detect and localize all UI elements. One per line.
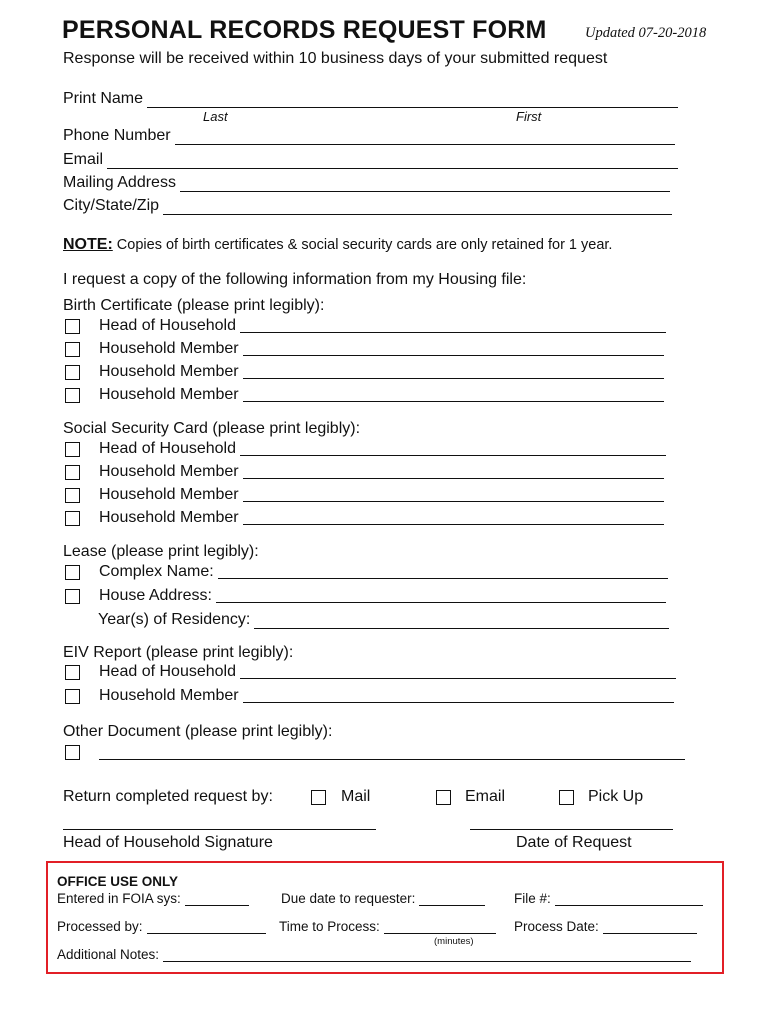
minutes-note: (minutes) [434,936,474,947]
mailing-row [63,174,670,192]
eiv-heading: EIV Report (please print legibly): [63,644,294,661]
processed-field[interactable] [147,922,266,934]
birth-item-field[interactable] [243,365,664,379]
updated-date: Updated 07-20-2018 [585,25,707,41]
email-row [63,151,678,169]
city-field[interactable] [163,201,672,215]
city-label: City/State/Zip [63,197,160,214]
file-row [514,891,703,906]
ssn-item-field[interactable] [243,488,664,502]
ssn-checkbox[interactable] [65,442,80,457]
ssn-checkbox[interactable] [65,488,80,503]
lease-house-field[interactable] [216,589,666,603]
ssn-item-label: Head of Household [99,440,236,457]
phone-row [63,127,675,145]
lease-complex-checkbox[interactable] [65,565,80,580]
due-label: Due date to requester: [281,891,416,906]
signature-line[interactable] [63,817,376,830]
birth-item-label: Household Member [99,386,239,403]
lease-heading: Lease (please print legibly): [63,543,259,560]
return-label: Return completed request by: [63,788,273,805]
lease-years-row [98,611,669,629]
eiv-item-label: Head of Household [99,663,236,680]
ssn-item [65,440,666,458]
lease-years-field[interactable] [254,615,669,629]
email-field[interactable] [107,155,678,169]
other-field[interactable] [99,746,685,760]
ssn-item-field[interactable] [243,511,664,525]
return-option-mail[interactable] [311,788,370,806]
eiv-checkbox[interactable] [65,689,80,704]
time-field[interactable] [384,922,496,934]
file-field[interactable] [555,894,703,906]
eiv-item [65,663,676,681]
other-heading: Other Document (please print legibly): [63,723,333,740]
birth-item [65,386,664,404]
birth-item [65,363,664,381]
print-name-label: Print Name [63,90,144,107]
entered-label: Entered in FOIA sys: [57,891,181,906]
file-label: File #: [514,891,551,906]
birth-item-field[interactable] [243,342,664,356]
birth-heading: Birth Certificate (please print legibly): [63,297,325,314]
pickup-label: Pick Up [588,788,644,805]
ssn-item-field[interactable] [243,465,664,479]
birth-checkbox[interactable] [65,319,80,334]
notes-row [57,947,691,962]
ssn-item [65,463,664,481]
due-row [281,891,485,906]
birth-item-label: Head of Household [99,317,236,334]
birth-item-label: Household Member [99,363,239,380]
entered-field[interactable] [185,894,249,906]
phone-label: Phone Number [63,127,171,144]
processed-label: Processed by: [57,919,143,934]
note-label: NOTE: [63,236,113,253]
ssn-item-label: Household Member [99,486,239,503]
entered-row [57,891,249,906]
ssn-item-field[interactable] [240,442,666,456]
print-name-field[interactable] [147,94,678,108]
mailing-field[interactable] [180,178,670,192]
ssn-item [65,486,664,504]
lease-house-checkbox[interactable] [65,589,80,604]
date-line[interactable] [470,817,673,830]
form-title: PERSONAL RECORDS REQUEST FORM [62,16,547,44]
response-notice: Response will be received within 10 business days of your submitted request [63,50,608,67]
ssn-item [65,509,664,527]
other-row [65,745,685,760]
city-row [63,197,672,215]
time-label: Time to Process: [279,919,380,934]
birth-checkbox[interactable] [65,342,80,357]
lease-house-label: House Address: [99,587,212,604]
eiv-item-field[interactable] [240,665,676,679]
eiv-checkbox[interactable] [65,665,80,680]
note-text: Copies of birth certificates & social security cards are only retained for 1 year. [112,237,613,253]
pickup-checkbox[interactable] [559,790,574,805]
birth-item [65,340,664,358]
birth-checkbox[interactable] [65,388,80,403]
birth-checkbox[interactable] [65,365,80,380]
retention-note [63,236,612,254]
process-date-field[interactable] [603,922,697,934]
lease-years-label: Year(s) of Residency: [98,611,251,628]
other-checkbox[interactable] [65,745,80,760]
time-row [279,919,496,934]
process-date-row [514,919,697,934]
first-label: First [516,109,542,124]
birth-item-field[interactable] [243,388,664,402]
notes-field[interactable] [163,950,691,962]
office-heading: OFFICE USE ONLY [57,874,179,889]
print-name-row [63,90,678,108]
lease-complex-label: Complex Name: [99,563,214,580]
lease-complex-field[interactable] [218,565,668,579]
return-option-pickup[interactable] [559,788,643,806]
phone-field[interactable] [175,131,675,145]
last-label: Last [203,109,228,124]
birth-item-field[interactable] [240,319,666,333]
email-checkbox[interactable] [436,790,451,805]
ssn-heading: Social Security Card (please print legibly): [63,420,361,437]
ssn-item-label: Household Member [99,509,239,526]
eiv-item [65,687,674,705]
email-option-label: Email [465,788,506,805]
mail-checkbox[interactable] [311,790,326,805]
notes-label: Additional Notes: [57,947,160,962]
lease-complex-row [65,563,668,581]
lease-house-row [65,587,666,605]
mailing-label: Mailing Address [63,174,176,191]
request-intro: I request a copy of the following information from my Housing file: [63,271,527,288]
date-label: Date of Request [516,834,632,851]
return-option-email[interactable] [436,788,505,806]
mail-label: Mail [341,788,371,805]
birth-item-label: Household Member [99,340,239,357]
ssn-checkbox[interactable] [65,511,80,526]
ssn-item-label: Household Member [99,463,239,480]
eiv-item-label: Household Member [99,687,239,704]
due-field[interactable] [419,894,485,906]
email-label: Email [63,151,104,168]
signature-label: Head of Household Signature [63,834,273,851]
ssn-checkbox[interactable] [65,465,80,480]
birth-item [65,317,666,335]
process-date-label: Process Date: [514,919,599,934]
processed-row [57,919,266,934]
eiv-item-field[interactable] [243,689,674,703]
